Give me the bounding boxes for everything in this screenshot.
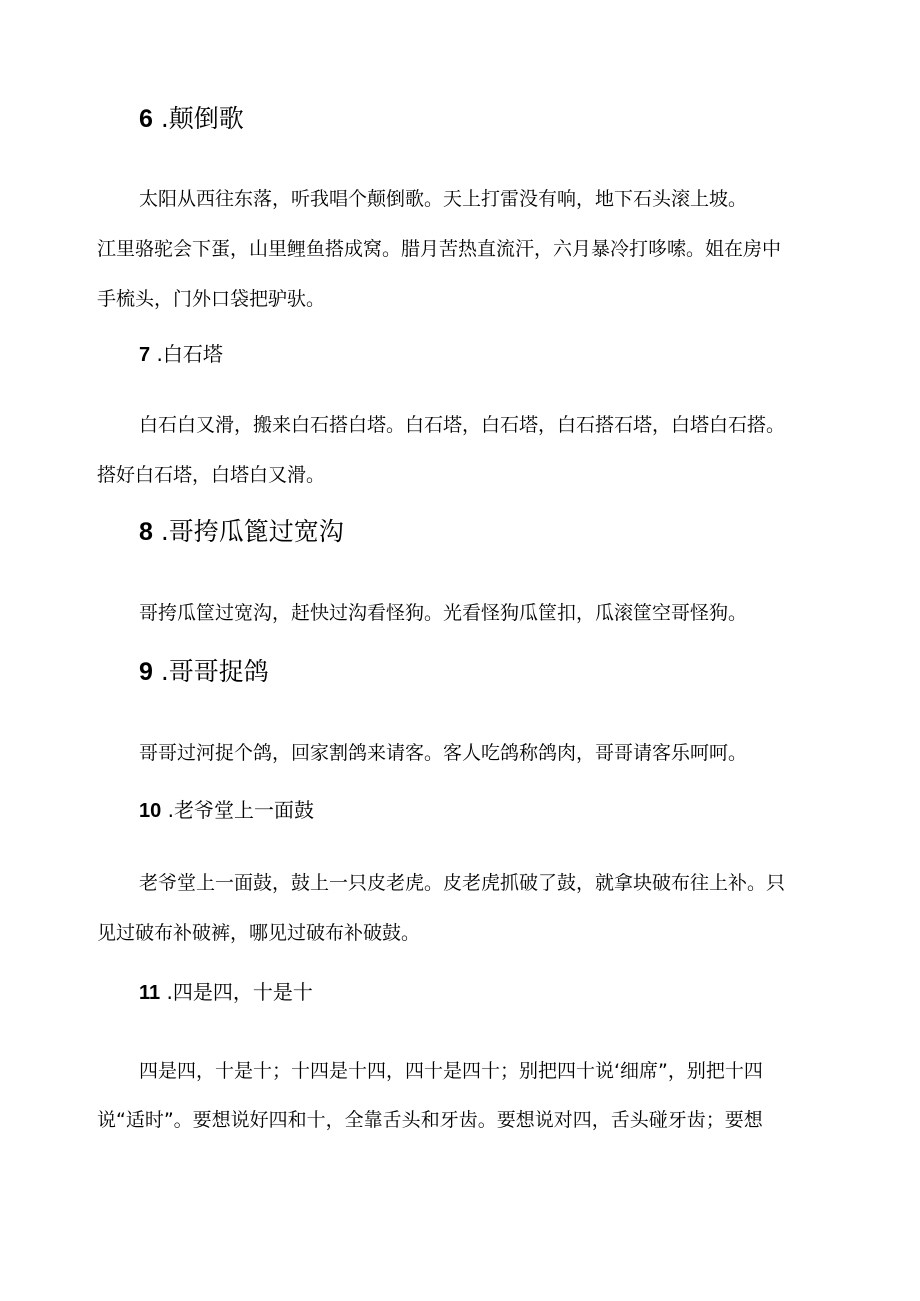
body-line: 太阳从西往东落，听我唱个颠倒歌。天上打雷没有响，地下石头滚上坡。 bbox=[139, 188, 748, 210]
body-line: 说“适时”。要想说好四和十，全靠舌头和牙齿。要想说对四，舌头碰牙齿；要想 bbox=[97, 1109, 763, 1131]
body-line: 手梳头，门外口袋把驴驮。 bbox=[97, 288, 326, 310]
section-10-heading bbox=[139, 797, 314, 824]
section-number: 6 bbox=[139, 105, 153, 133]
body-line: 四是四，十是十；十四是十四，四十是四十；别把四十说‘细席”，别把十四 bbox=[139, 1060, 763, 1082]
section-11-heading bbox=[139, 979, 313, 1006]
section-title: .哥挎瓜篦过宽沟 bbox=[160, 517, 344, 546]
section-title: .老爷堂上一面鼓 bbox=[167, 798, 314, 822]
section-6-heading bbox=[139, 104, 244, 134]
section-title: .白石塔 bbox=[156, 342, 223, 366]
body-line: 哥哥过河捉个鸽，回家割鸽来请客。客人吃鸽称鸽肉，哥哥请客乐呵呵。 bbox=[139, 742, 748, 764]
section-number: 8 bbox=[139, 518, 153, 546]
section-title: .颠倒歌 bbox=[160, 104, 244, 133]
body-line: 白石白又滑，搬来白石搭白塔。白石塔，白石塔，白石搭石塔，白塔白石搭。 bbox=[139, 414, 786, 436]
section-8-heading bbox=[139, 517, 344, 547]
body-line: 老爷堂上一面鼓，鼓上一只皮老虎。皮老虎抓破了鼓，就拿块破布往上补。只 bbox=[139, 872, 786, 894]
section-number: 9 bbox=[139, 658, 153, 686]
body-line: 哥挎瓜筐过宽沟，赶快过沟看怪狗。光看怪狗瓜筐扣，瓜滚筐空哥怪狗。 bbox=[139, 602, 748, 624]
section-number: 11 bbox=[139, 982, 161, 1004]
body-line: 搭好白石塔，白塔白又滑。 bbox=[97, 464, 326, 486]
body-line: 江里骆驼会下蛋，山里鲤鱼搭成窝。腊月苦热直流汗，六月暴冷打哆嗦。姐在房中 bbox=[97, 238, 782, 260]
section-number: 10 bbox=[139, 800, 162, 822]
section-number: 7 bbox=[139, 344, 151, 366]
body-line: 见过破布补破裤，哪见过破布补破鼓。 bbox=[97, 922, 421, 944]
section-9-heading bbox=[139, 657, 269, 687]
section-title: .四是四，十是十 bbox=[166, 980, 313, 1004]
section-title: .哥哥捉鸽 bbox=[160, 657, 269, 686]
section-7-heading bbox=[139, 341, 223, 368]
